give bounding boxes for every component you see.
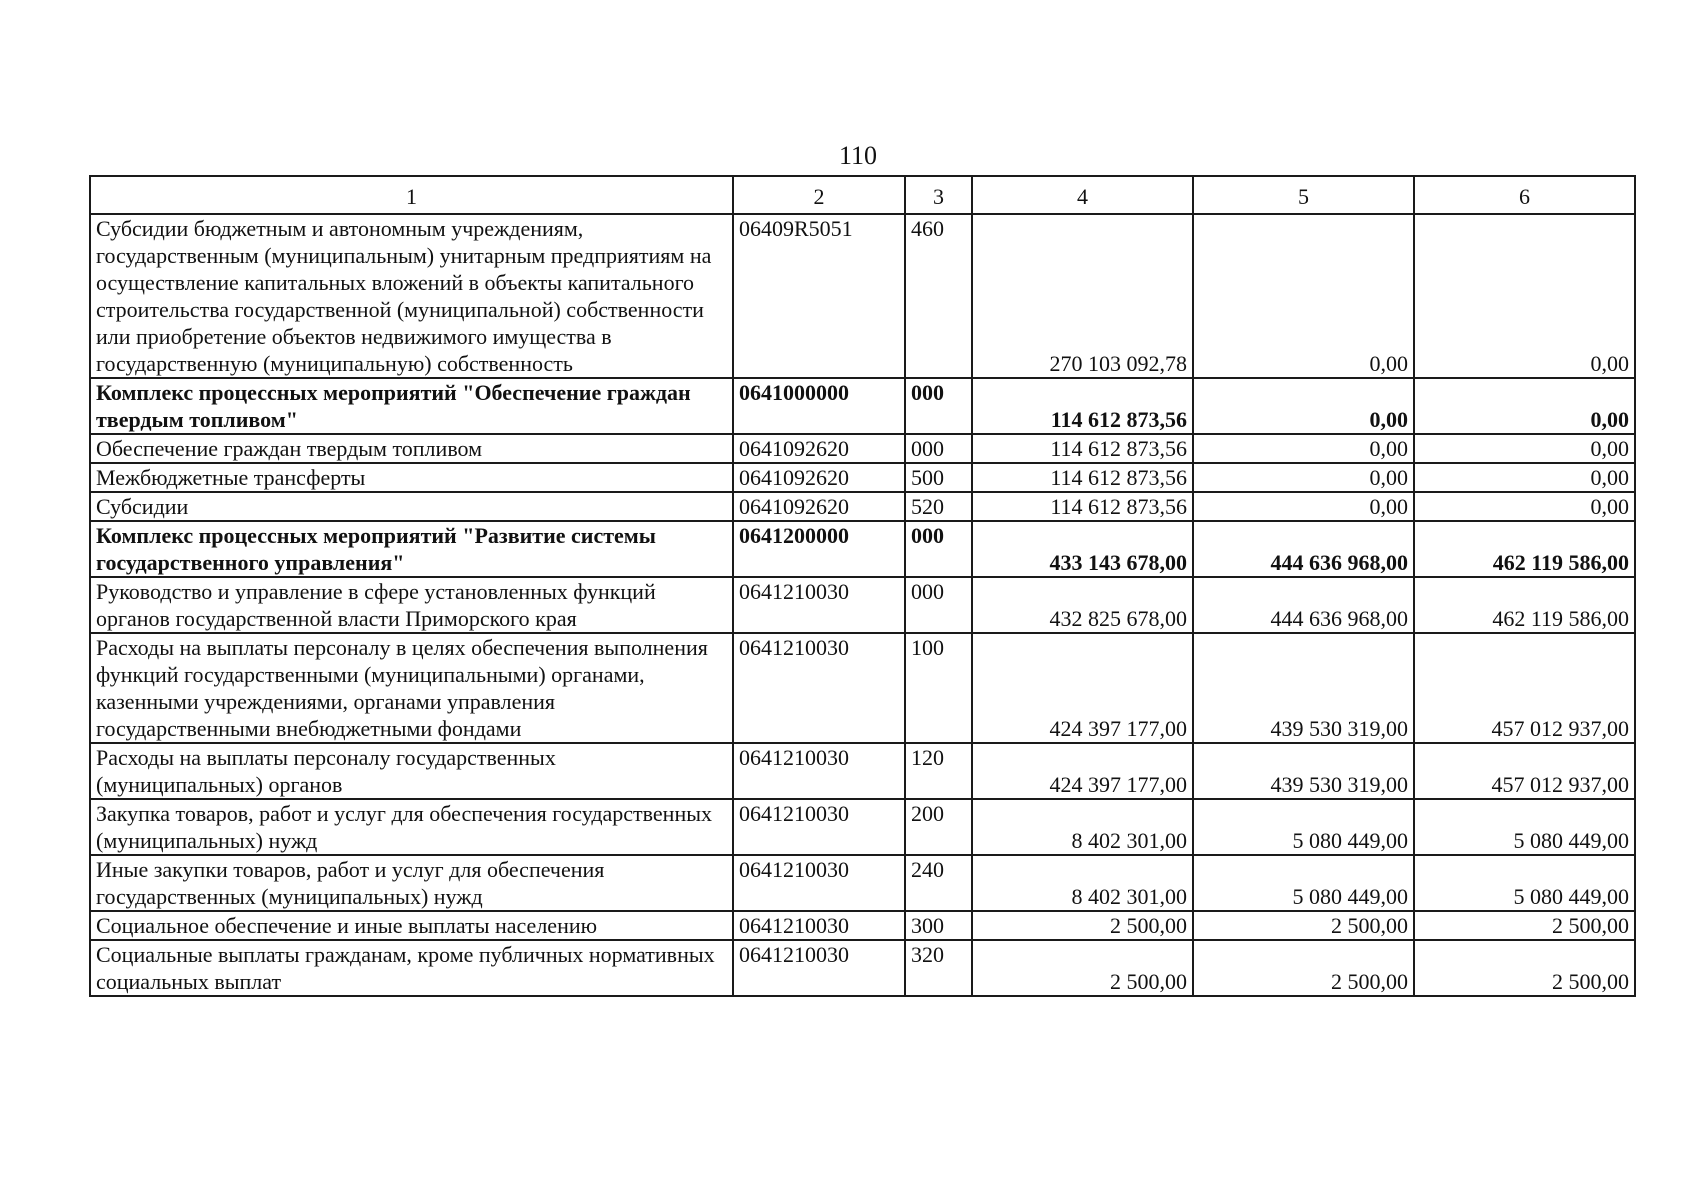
row-value-col5: 444 636 968,00: [1193, 521, 1414, 577]
row-code: 0641210030: [733, 855, 905, 911]
row-value-col4: 8 402 301,00: [972, 855, 1193, 911]
table-row: [90, 521, 1635, 577]
row-value-col5: 439 530 319,00: [1193, 743, 1414, 799]
row-value-col4: 114 612 873,56: [972, 492, 1193, 521]
row-code: 0641210030: [733, 911, 905, 940]
header-col-3: 3: [905, 176, 972, 214]
row-value-col6: 0,00: [1414, 463, 1635, 492]
row-code: 0641210030: [733, 577, 905, 633]
table-row: [90, 911, 1635, 940]
table-body: [90, 214, 1635, 996]
row-value-col5: 0,00: [1193, 378, 1414, 434]
row-value-col5: 0,00: [1193, 434, 1414, 463]
row-value-col5: 5 080 449,00: [1193, 855, 1414, 911]
row-value-col4: 433 143 678,00: [972, 521, 1193, 577]
row-expense-type: 200: [905, 799, 972, 855]
table-row: [90, 378, 1635, 434]
row-expense-type: 460: [905, 214, 972, 378]
header-col-6: 6: [1414, 176, 1635, 214]
row-code: 0641210030: [733, 799, 905, 855]
table-row: [90, 743, 1635, 799]
row-value-col4: 2 500,00: [972, 911, 1193, 940]
table-row: [90, 214, 1635, 378]
row-name: Комплекс процессных мероприятий "Обеспечение граждан твердым топливом": [90, 378, 733, 434]
row-value-col4: 8 402 301,00: [972, 799, 1193, 855]
row-expense-type: 000: [905, 378, 972, 434]
row-value-col5: 0,00: [1193, 214, 1414, 378]
table-row: [90, 799, 1635, 855]
table-row: [90, 577, 1635, 633]
row-value-col4: 114 612 873,56: [972, 434, 1193, 463]
row-value-col5: 2 500,00: [1193, 911, 1414, 940]
row-value-col6: 0,00: [1414, 492, 1635, 521]
row-expense-type: 100: [905, 633, 972, 743]
row-name: Субсидии: [90, 492, 733, 521]
row-code: 0641210030: [733, 940, 905, 996]
row-name: Комплекс процессных мероприятий "Развитие системы государственного управления": [90, 521, 733, 577]
header-col-4: 4: [972, 176, 1193, 214]
table-row: [90, 940, 1635, 996]
row-expense-type: 000: [905, 577, 972, 633]
header-row: [90, 176, 1635, 214]
row-expense-type: 000: [905, 521, 972, 577]
row-expense-type: 120: [905, 743, 972, 799]
row-value-col6: 0,00: [1414, 214, 1635, 378]
row-name: Иные закупки товаров, работ и услуг для обеспечения государственных (муниципальных) нужд: [90, 855, 733, 911]
row-value-col5: 0,00: [1193, 463, 1414, 492]
row-value-col6: 462 119 586,00: [1414, 577, 1635, 633]
row-value-col4: 114 612 873,56: [972, 463, 1193, 492]
row-value-col4: 424 397 177,00: [972, 633, 1193, 743]
row-code: 0641200000: [733, 521, 905, 577]
row-value-col5: 5 080 449,00: [1193, 799, 1414, 855]
row-value-col5: 439 530 319,00: [1193, 633, 1414, 743]
row-value-col5: 2 500,00: [1193, 940, 1414, 996]
row-name: Расходы на выплаты персоналу в целях обеспечения выполнения функций государственными (муниципальными) органами, казенными учреждениями, органами управления государственными внебюджетными фондами: [90, 633, 733, 743]
row-value-col4: 114 612 873,56: [972, 378, 1193, 434]
row-name: Социальное обеспечение и иные выплаты населению: [90, 911, 733, 940]
table-row: [90, 855, 1635, 911]
row-value-col4: 2 500,00: [972, 940, 1193, 996]
row-value-col6: 457 012 937,00: [1414, 633, 1635, 743]
table-row: [90, 492, 1635, 521]
row-name: Закупка товаров, работ и услуг для обеспечения государственных (муниципальных) нужд: [90, 799, 733, 855]
table-row: [90, 463, 1635, 492]
row-value-col6: 457 012 937,00: [1414, 743, 1635, 799]
row-name: Расходы на выплаты персоналу государственных (муниципальных) органов: [90, 743, 733, 799]
row-name: Межбюджетные трансферты: [90, 463, 733, 492]
row-value-col6: 0,00: [1414, 378, 1635, 434]
row-value-col6: 0,00: [1414, 434, 1635, 463]
header-col-1: 1: [90, 176, 733, 214]
row-code: 0641092620: [733, 492, 905, 521]
row-code: 0641092620: [733, 463, 905, 492]
row-expense-type: 240: [905, 855, 972, 911]
row-code: 0641000000: [733, 378, 905, 434]
row-expense-type: 300: [905, 911, 972, 940]
row-value-col5: 444 636 968,00: [1193, 577, 1414, 633]
row-value-col5: 0,00: [1193, 492, 1414, 521]
row-expense-type: 320: [905, 940, 972, 996]
row-value-col6: 5 080 449,00: [1414, 855, 1635, 911]
header-col-5: 5: [1193, 176, 1414, 214]
row-code: 0641210030: [733, 743, 905, 799]
row-expense-type: 000: [905, 434, 972, 463]
row-value-col6: 462 119 586,00: [1414, 521, 1635, 577]
row-value-col6: 2 500,00: [1414, 911, 1635, 940]
row-value-col4: 424 397 177,00: [972, 743, 1193, 799]
row-value-col6: 2 500,00: [1414, 940, 1635, 996]
row-value-col6: 5 080 449,00: [1414, 799, 1635, 855]
row-code: 0641092620: [733, 434, 905, 463]
row-code: 0641210030: [733, 633, 905, 743]
row-expense-type: 500: [905, 463, 972, 492]
table-header: [90, 176, 1635, 214]
row-code: 06409R5051: [733, 214, 905, 378]
row-name: Руководство и управление в сфере установленных функций органов государственной власти Приморского края: [90, 577, 733, 633]
row-name: Субсидии бюджетным и автономным учреждениям, государственным (муниципальным) унитарным предприятиям на осуществление капитальных вложений в объекты капитального строительства государственной (муниципальной) собственности или приобретение объектов недвижимого имущества в государственную (муниципальную) собственность: [90, 214, 733, 378]
row-value-col4: 270 103 092,78: [972, 214, 1193, 378]
row-name: Социальные выплаты гражданам, кроме публичных нормативных социальных выплат: [90, 940, 733, 996]
header-col-2: 2: [733, 176, 905, 214]
row-name: Обеспечение граждан твердым топливом: [90, 434, 733, 463]
row-value-col4: 432 825 678,00: [972, 577, 1193, 633]
page-number: 110: [838, 141, 878, 170]
budget-table: [89, 175, 1636, 997]
row-expense-type: 520: [905, 492, 972, 521]
table-row: [90, 633, 1635, 743]
table-row: [90, 434, 1635, 463]
